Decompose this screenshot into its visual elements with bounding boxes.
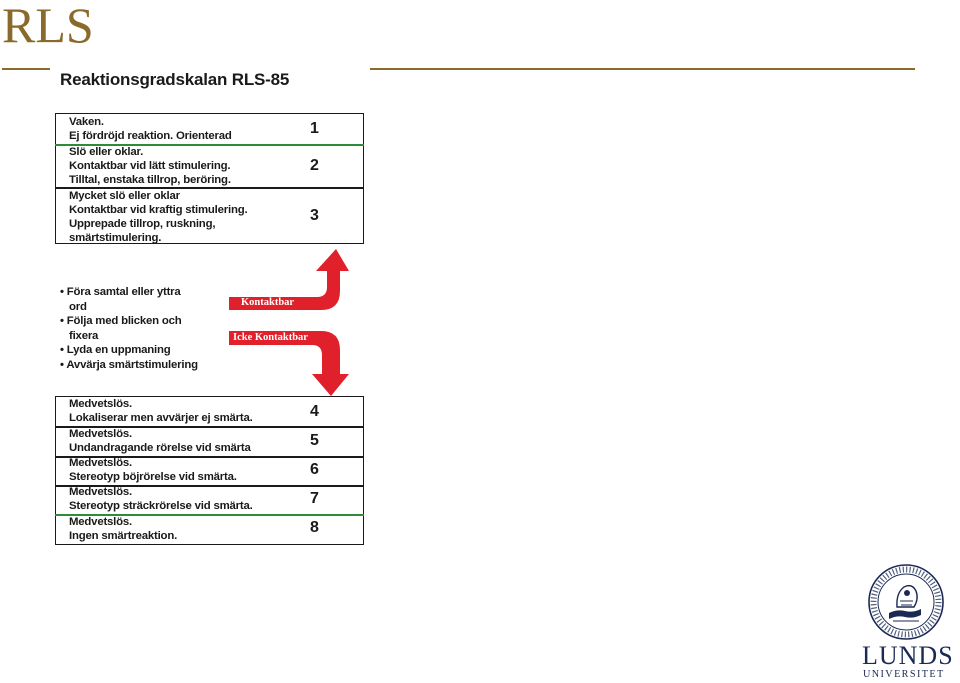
criteria-item: fixera — [69, 329, 99, 342]
university-seal-icon — [867, 563, 945, 641]
row-2-text: Slö eller oklar. Kontaktbar vid lätt stimulering. Tilltal, enstaka tillrop, beröring. — [69, 146, 231, 186]
logo-subtitle: UNIVERSITET — [863, 669, 945, 680]
contact-arrows — [55, 113, 366, 403]
row-5-level: 5 — [310, 432, 319, 449]
criteria-item: • Följa med blicken och — [60, 315, 182, 328]
arrow-up-label: Kontaktbar — [241, 297, 295, 308]
row-6-text: Medvetslös. Stereotyp böjrörelse vid smärta. — [69, 457, 237, 483]
rls-scale-figure — [55, 113, 366, 545]
row-4-level: 4 — [310, 403, 319, 420]
row-6-level: 6 — [310, 461, 319, 478]
row-3-text: Mycket slö eller oklar Kontaktbar vid kraftig stimulering. Upprepade tillrop, ruskning, smärtstimulering. — [69, 190, 248, 244]
logo-wordmark: LUNDS — [862, 641, 954, 670]
row-1-text: Vaken. Ej fördröjd reaktion. Orienterad — [69, 116, 232, 142]
title-rule-left — [2, 68, 50, 70]
row-1-level: 1 — [310, 120, 319, 137]
criteria-item: ord — [69, 300, 87, 313]
title-rule-right — [370, 68, 915, 70]
criteria-item: • Lyda en uppmaning — [60, 344, 171, 357]
row-8-text: Medvetslös. Ingen smärtreaktion. — [69, 516, 178, 542]
university-logo — [862, 563, 957, 683]
criteria-item: • Föra samtal eller yttra — [60, 286, 181, 298]
row-5-text: Medvetslös. Undandragande rörelse vid smärta — [69, 428, 251, 454]
scale-heading: Reaktionsgradskalan RLS-85 — [60, 70, 290, 89]
criteria-item: • Avvärja smärtstimulering — [60, 358, 198, 371]
row-3-level: 3 — [310, 207, 319, 224]
arrow-down-label: Icke Kontaktbar — [233, 332, 308, 343]
row-2-level: 2 — [310, 157, 319, 174]
slide-title: RLS — [2, 0, 94, 53]
row-4-text: Medvetslös. Lokaliserar men avvärjer ej smärta. — [69, 398, 253, 424]
row-7-level: 7 — [310, 490, 319, 507]
row-7-text: Medvetslös. Stereotyp sträckrörelse vid smärta. — [69, 486, 253, 512]
row-8-level: 8 — [310, 519, 319, 536]
